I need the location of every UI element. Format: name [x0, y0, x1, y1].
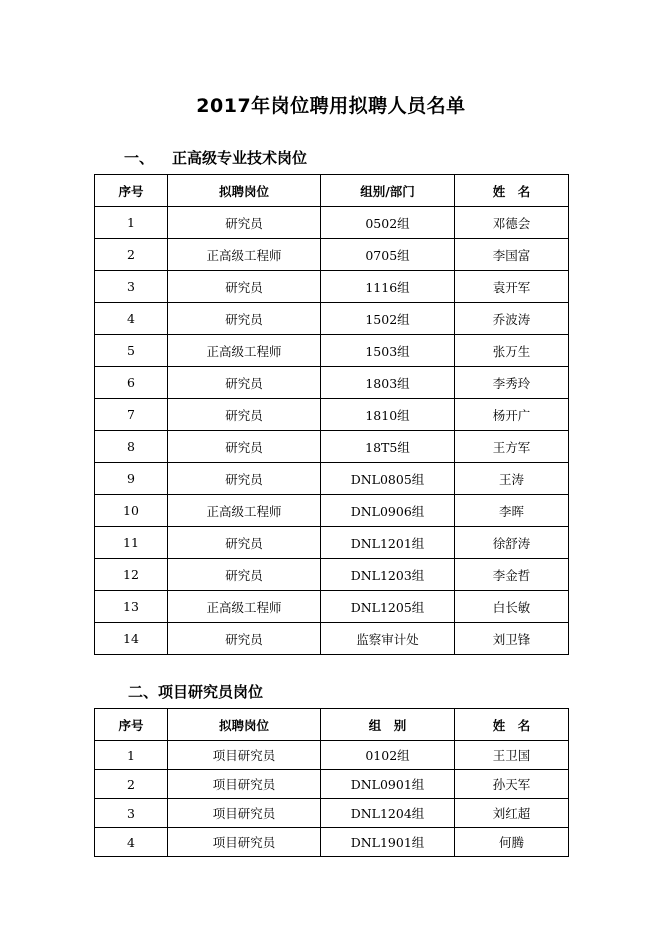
cell-name: 王方军 [455, 431, 569, 463]
table-row [95, 303, 569, 335]
cell-position: 项目研究员 [168, 799, 321, 828]
cell-position: 正高级工程师 [168, 335, 321, 367]
cell-position: 研究员 [168, 527, 321, 559]
table-row [95, 527, 569, 559]
cell-position: 正高级工程师 [168, 239, 321, 271]
table-row [95, 271, 569, 303]
cell-name: 白长敏 [455, 591, 569, 623]
cell-position: 研究员 [168, 431, 321, 463]
cell-department: DNL1204组 [321, 799, 455, 828]
cell-department: 1810组 [321, 399, 455, 431]
table-row [95, 828, 569, 857]
cell-department: 1803组 [321, 367, 455, 399]
cell-name: 刘卫锋 [455, 623, 569, 655]
cell-department: DNL0906组 [321, 495, 455, 527]
cell-position: 项目研究员 [168, 770, 321, 799]
cell-index: 2 [95, 770, 168, 799]
cell-index: 1 [95, 207, 168, 239]
cell-department: 0102组 [321, 741, 455, 770]
table-row [95, 799, 569, 828]
header-department: 组别/部门 [321, 175, 455, 207]
cell-department: DNL0805组 [321, 463, 455, 495]
table-row [95, 367, 569, 399]
cell-index: 8 [95, 431, 168, 463]
document-title: 2017年岗位聘用拟聘人员名单 [196, 95, 466, 117]
cell-index: 7 [95, 399, 168, 431]
project-researcher-table [94, 708, 569, 857]
header-group: 组 别 [321, 709, 455, 741]
cell-department: 18T5组 [321, 431, 455, 463]
header-name: 姓 名 [455, 175, 569, 207]
cell-name: 李国富 [455, 239, 569, 271]
header-position: 拟聘岗位 [168, 709, 321, 741]
cell-name: 李秀玲 [455, 367, 569, 399]
project-researcher-body [95, 741, 569, 857]
table-header-row [95, 709, 569, 741]
senior-positions-table [94, 174, 569, 655]
cell-department: DNL1201组 [321, 527, 455, 559]
table-row [95, 495, 569, 527]
cell-name: 张万生 [455, 335, 569, 367]
cell-index: 14 [95, 623, 168, 655]
cell-index: 1 [95, 741, 168, 770]
section-1-title: 正高级专业技术岗位 [172, 149, 308, 167]
cell-name: 李晖 [455, 495, 569, 527]
table-row [95, 591, 569, 623]
cell-position: 研究员 [168, 303, 321, 335]
section-1-number: 一、 [124, 149, 155, 167]
cell-position: 正高级工程师 [168, 495, 321, 527]
cell-position: 项目研究员 [168, 828, 321, 857]
section-2-heading: 二、项目研究员岗位 [128, 683, 264, 701]
header-index: 序号 [95, 709, 168, 741]
table-row [95, 559, 569, 591]
cell-name: 袁开军 [455, 271, 569, 303]
table-row [95, 335, 569, 367]
cell-index: 4 [95, 828, 168, 857]
cell-name: 王涛 [455, 463, 569, 495]
header-index: 序号 [95, 175, 168, 207]
cell-index: 11 [95, 527, 168, 559]
cell-index: 3 [95, 799, 168, 828]
cell-index: 4 [95, 303, 168, 335]
cell-index: 9 [95, 463, 168, 495]
cell-department: DNL1205组 [321, 591, 455, 623]
table-row [95, 207, 569, 239]
cell-department: 1503组 [321, 335, 455, 367]
table-row [95, 741, 569, 770]
table-row [95, 463, 569, 495]
cell-name: 邓德会 [455, 207, 569, 239]
table-header-row [95, 175, 569, 207]
cell-position: 研究员 [168, 623, 321, 655]
table-row [95, 431, 569, 463]
cell-index: 6 [95, 367, 168, 399]
cell-name: 徐舒涛 [455, 527, 569, 559]
cell-name: 李金哲 [455, 559, 569, 591]
cell-name: 杨开广 [455, 399, 569, 431]
table-row [95, 399, 569, 431]
cell-position: 正高级工程师 [168, 591, 321, 623]
cell-name: 乔波涛 [455, 303, 569, 335]
header-position: 拟聘岗位 [168, 175, 321, 207]
section-1-heading [124, 147, 307, 168]
cell-index: 13 [95, 591, 168, 623]
cell-department: DNL1203组 [321, 559, 455, 591]
cell-position: 研究员 [168, 367, 321, 399]
cell-department: DNL0901组 [321, 770, 455, 799]
table-row [95, 770, 569, 799]
cell-index: 5 [95, 335, 168, 367]
table-row [95, 239, 569, 271]
senior-positions-body [95, 207, 569, 655]
cell-department: 1116组 [321, 271, 455, 303]
cell-department: DNL1901组 [321, 828, 455, 857]
cell-position: 研究员 [168, 399, 321, 431]
cell-department: 监察审计处 [321, 623, 455, 655]
cell-index: 2 [95, 239, 168, 271]
cell-index: 12 [95, 559, 168, 591]
cell-department: 0502组 [321, 207, 455, 239]
cell-index: 3 [95, 271, 168, 303]
cell-position: 研究员 [168, 207, 321, 239]
table-row [95, 623, 569, 655]
cell-position: 研究员 [168, 559, 321, 591]
cell-name: 何腾 [455, 828, 569, 857]
cell-index: 10 [95, 495, 168, 527]
cell-department: 0705组 [321, 239, 455, 271]
cell-name: 孙天军 [455, 770, 569, 799]
cell-name: 刘红超 [455, 799, 569, 828]
header-name: 姓 名 [455, 709, 569, 741]
cell-position: 项目研究员 [168, 741, 321, 770]
cell-department: 1502组 [321, 303, 455, 335]
cell-name: 王卫国 [455, 741, 569, 770]
cell-position: 研究员 [168, 463, 321, 495]
cell-position: 研究员 [168, 271, 321, 303]
